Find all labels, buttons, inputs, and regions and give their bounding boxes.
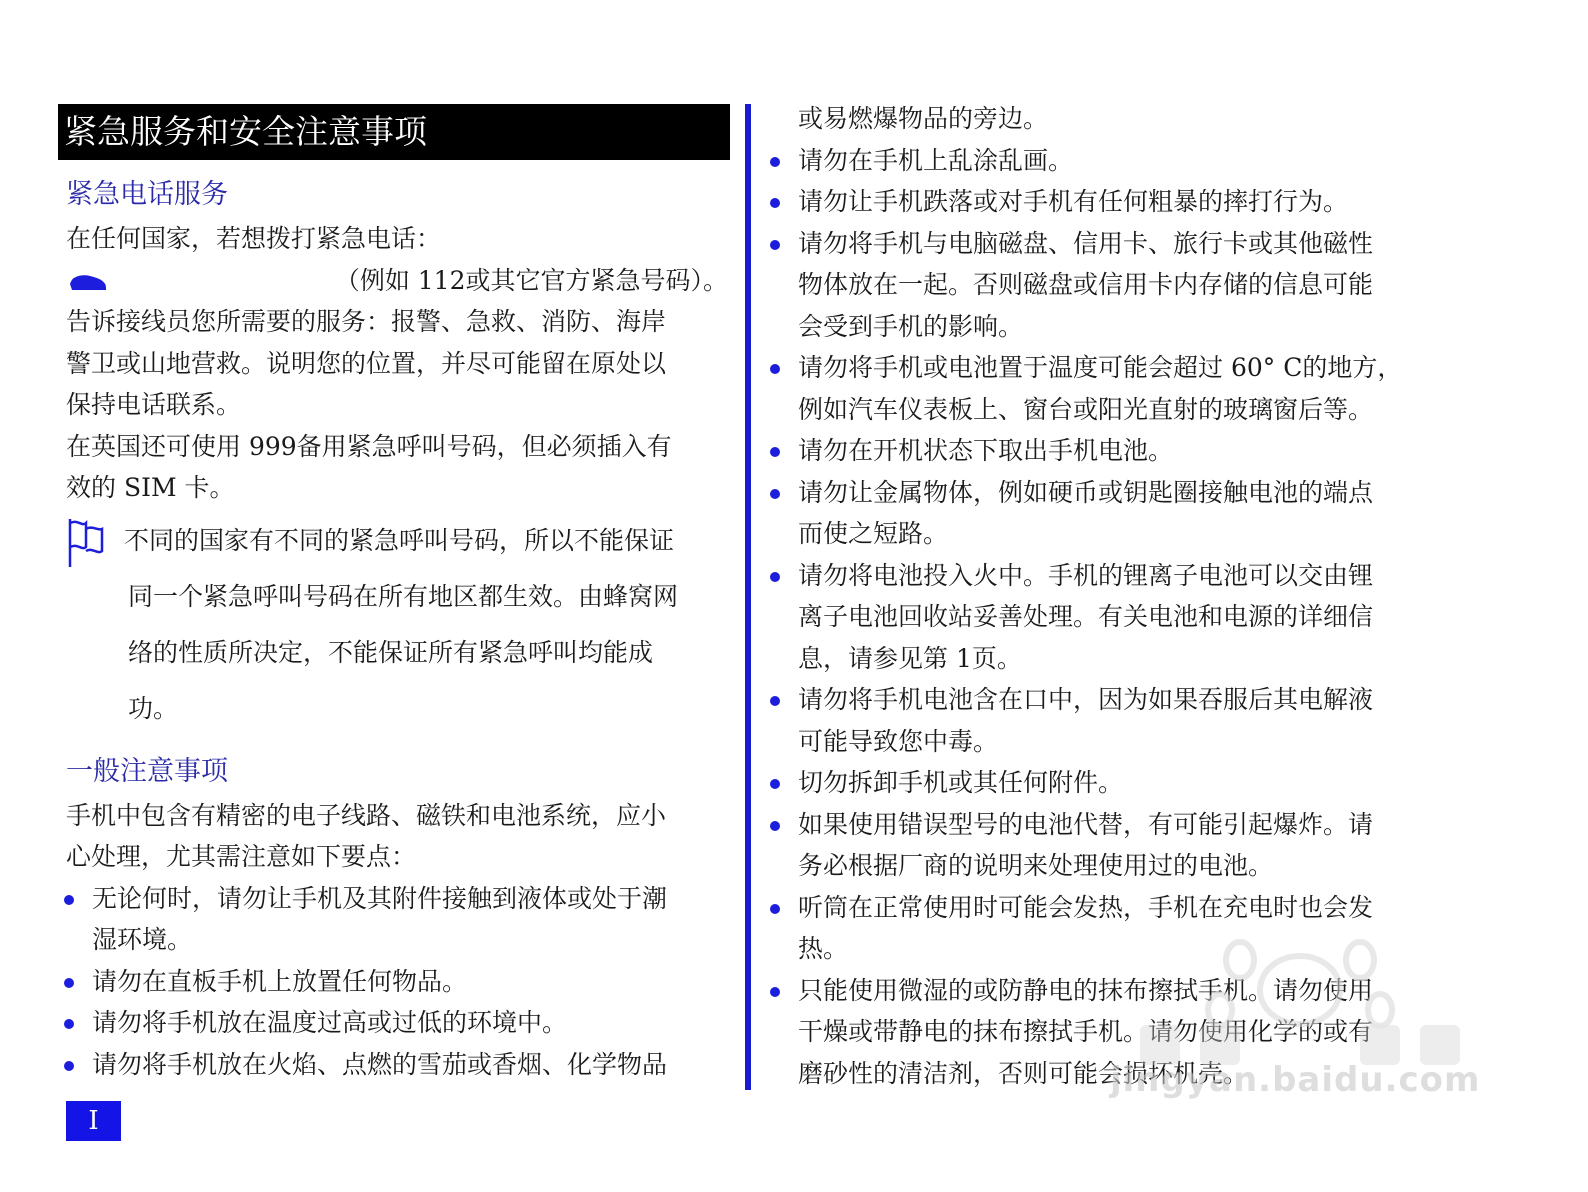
list-item-text: 物体放在一起。否则磁盘或信用卡内存储的信息可能 [798,270,1374,299]
bullet-dot-icon [770,198,780,208]
list-item-text: 请勿在开机状态下取出手机电池。 [798,436,1174,465]
list-item [770,347,1470,430]
text-line: 在英国还可使用 999备用紧急呼叫号码，但必须插入有 [66,431,672,461]
list-item-text: 会受到手机的影响。 [798,311,1024,341]
text-line: 警卫或山地营救。说明您的位置，并尽可能留在原处以 [66,348,667,378]
list-item-text: 听筒在正常使用时可能会发热，手机在充电时也会发 [798,892,1374,922]
list-item-text: 请勿将手机放在温度过高或过低的环境中。 [92,1008,568,1037]
list-item-text: 请勿将手机电池含在口中，因为如果吞服后其电解液 [798,685,1374,714]
bullet-dot-icon [64,978,74,988]
phone-line [66,260,728,302]
bullet-dot-icon [770,779,780,789]
list-item-text: 而使之短路。 [798,519,949,548]
watermark-text: jingyan.baidu.com [1110,1060,1481,1100]
bullet-dot-icon [770,572,780,582]
continuation-text: 或易燃爆物品的旁边。 [798,104,1049,133]
list-item-text: 可能导致您中毒。 [798,726,999,756]
left-column [62,104,728,1085]
list-item [770,762,1470,804]
text-line: 不同的国家有不同的紧急呼叫号码，所以不能保证 [124,525,675,555]
bullet-dot-icon [770,904,780,914]
list-item-text: 请勿让手机跌落或对手机有任何粗暴的摔打行为。 [798,187,1349,216]
text-line: 告诉接线员您所需要的服务：报警、急救、消防、海岸 [66,307,667,336]
list-item-text: 息，请参见第 1页。 [798,643,1022,673]
list-item-text: 无论何时，请勿让手机及其附件接触到液体或处于潮 [92,883,668,913]
page-number: I [66,1101,121,1141]
list-item [770,679,1470,762]
list-item [62,1044,728,1086]
general-bullet-list [62,878,728,1086]
bullet-dot-icon [770,821,780,831]
list-item-text: 例如汽车仪表板上、窗台或阳光直射的玻璃窗后等。 [798,394,1374,424]
list-item [770,181,1470,223]
list-item-text: 务必根据厂商的说明来处理使用过的电池。 [798,851,1274,880]
list-item [62,878,728,961]
phone-line-text: （例如 112或其它官方紧急号码）。 [334,265,728,295]
list-item-text: 请勿让金属物体，例如硬币或钥匙圈接触电池的端点 [798,477,1374,507]
section-heading-emergency: 紧急电话服务 [66,179,228,210]
page-title: 紧急服务和安全注意事项 [58,104,730,160]
bullet-dot-icon [770,987,780,997]
emergency-paragraph [66,301,728,509]
bullet-dot-icon [64,1019,74,1029]
list-item-text: 请勿在手机上乱涂乱画。 [798,145,1074,175]
list-item-text: 热。 [798,934,849,963]
bullet-dot-icon [770,489,780,499]
note-text [66,513,728,737]
list-item-text: 切勿拆卸手机或其任何附件。 [798,768,1124,797]
list-item-text: 磨砂性的清洁剂，否则可能会损坏机壳。 [798,1058,1249,1088]
list-item-text: 请勿在直板手机上放置任何物品。 [92,966,468,996]
list-item-text: 只能使用微湿的或防静电的抹布擦拭手机。请勿使用 [798,975,1374,1005]
general-intro [66,795,728,878]
list-item [62,961,728,1003]
list-item [62,1002,728,1044]
list-item [770,430,1470,472]
bullet-dot-icon [64,895,74,905]
list-item-text: 如果使用错误型号的电池代替，有可能引起爆炸。请 [798,809,1374,839]
text-line: 同一个紧急呼叫号码在所有地区都生效。由蜂窝网 [128,581,679,611]
list-item-text: 湿环境。 [92,925,193,954]
bullet-dot-icon [770,696,780,706]
list-item-text: 请勿将手机放在火焰、点燃的雪茄或香烟、化学物品 [92,1049,668,1079]
list-item [770,804,1470,887]
phone-icon [68,272,108,292]
list-item-text: 离子电池回收站妥善处理。有关电池和电源的详细信 [798,602,1374,631]
note-block [66,513,728,737]
list-item [770,555,1470,680]
list-item-text: 干燥或带静电的抹布擦拭手机。请勿使用化学的或有 [798,1017,1374,1046]
list-item [770,223,1470,348]
bullet-dot-icon [770,447,780,457]
text-line: 络的性质所决定，不能保证所有紧急呼叫均能成 [128,637,654,667]
text-line: 手机中包含有精密的电子线路、磁铁和电池系统，应小 [66,800,667,830]
note-flag-icon [66,517,106,569]
text-line: 保持电话联系。 [66,390,242,419]
bullet-dot-icon [64,1061,74,1071]
list-item-text: 请勿将手机与电脑磁盘、信用卡、旅行卡或其他磁性 [798,228,1374,258]
section-heading-general: 一般注意事项 [66,755,228,787]
list-item [770,140,1470,182]
text-line: 在任何国家，若想拨打紧急电话： [66,224,442,253]
column-divider [745,104,751,1090]
list-item-text: 请勿将手机或电池置于温度可能会超过 60° C的地方， [798,353,1403,382]
bullet-dot-icon [770,157,780,167]
bullet-dot-icon [770,240,780,250]
bullet-dot-icon [770,364,780,374]
text-line: 效的 SIM 卡。 [66,473,235,502]
text-line: 功。 [128,693,179,723]
emergency-intro [66,218,728,509]
text-line: 心处理，尤其需注意如下要点： [66,842,417,871]
list-item-text: 请勿将电池投入火中。手机的锂离子电池可以交由锂 [798,560,1374,590]
list-item [770,472,1470,555]
